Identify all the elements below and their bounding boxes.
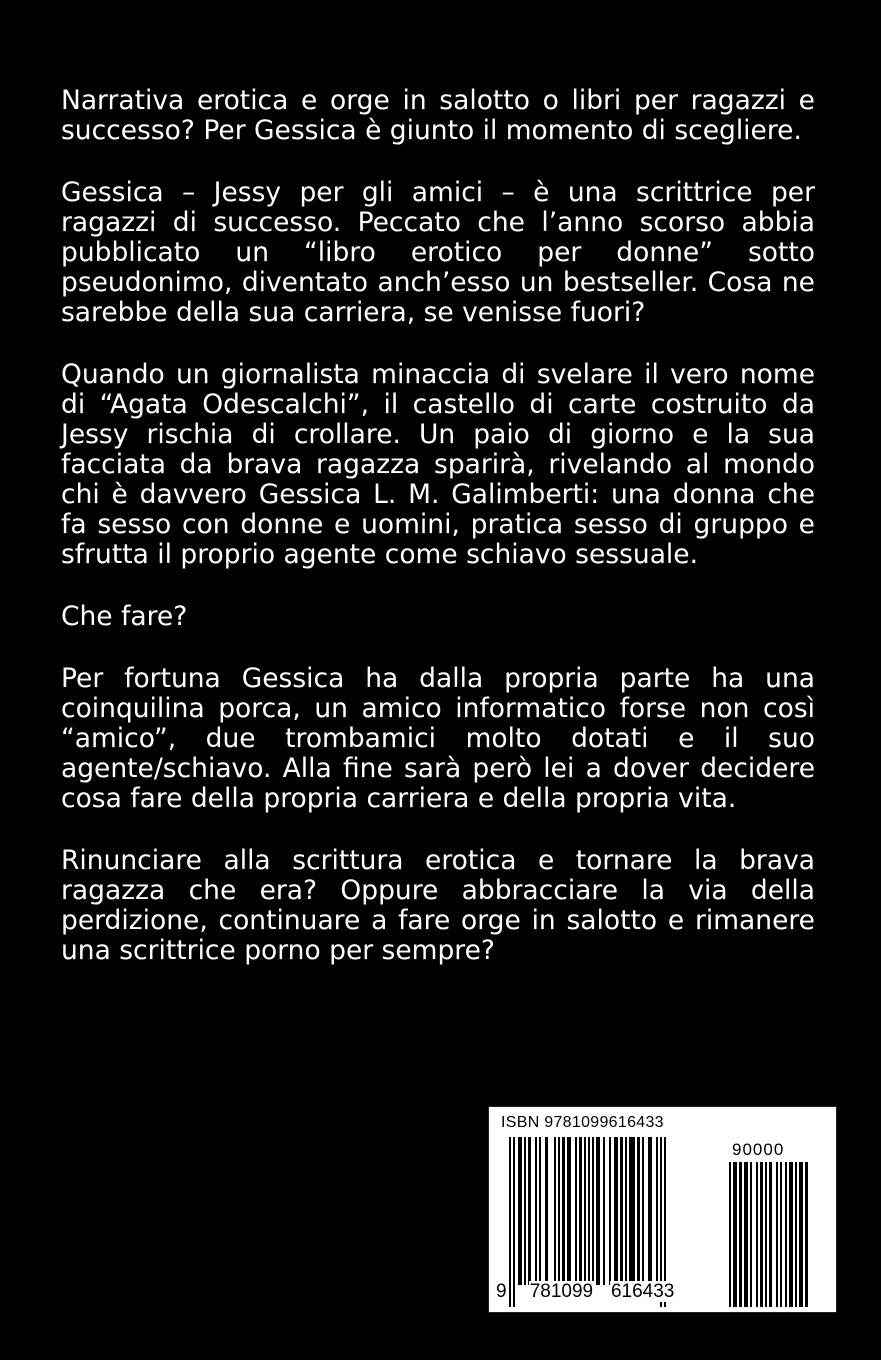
ean-left-digits: 781099 <box>529 1281 594 1302</box>
ean-right-digits: 616433 <box>610 1281 675 1302</box>
blurb-paragraph-6: Rinunciare alla scrittura erotica e tornare la brava ragazza che era? Oppure abbracciare la via della perdizione, continuare a fare orge in salotto e rimanere una scrittrice porno per sempre? <box>61 845 815 966</box>
barcode-bar <box>579 1137 582 1285</box>
barcode-bar <box>795 1162 797 1307</box>
barcode-bar <box>567 1137 571 1285</box>
barcode-bar <box>760 1162 763 1307</box>
barcode-bar <box>614 1137 618 1285</box>
barcode-bar <box>769 1162 772 1307</box>
barcode-bar <box>535 1137 537 1285</box>
barcode-bar <box>539 1137 541 1285</box>
barcode-bar <box>603 1137 605 1285</box>
isbn-label: ISBN 9781099616433 <box>501 1114 664 1131</box>
barcode-bar <box>575 1137 577 1285</box>
barcode-bar <box>648 1137 652 1285</box>
blurb-paragraph-3: Quando un giornalista minaccia di svelare il vero nome di “Agata Odescalchi”, il castello di carte costruito da Jessy rischia di crollare. Un paio di giorno e la sua facciata da brava ragazza sparirà, rivelando al mondo chi è davvero Gessica L. M. Galimberti: una donna che fa sesso con donne e uomini, pratica sesso di gruppo e sfrutta il proprio agente come schiavo sessuale. <box>61 359 815 570</box>
barcode-bar <box>799 1162 803 1307</box>
barcode-bar <box>554 1137 556 1285</box>
ean-digits <box>495 1281 675 1303</box>
blurb-text <box>61 86 815 998</box>
barcode-bar <box>518 1137 522 1285</box>
isbn-barcode <box>488 1106 837 1313</box>
blurb-paragraph-2: Gessica – Jessy per gli amici – è una scrittrice per ragazzi di successo. Peccato che l’anno scorso abbia pubblicato un “libro erotico per donne” sotto pseudonimo, diventato anch’esso un bestseller. Cosa ne sarebbe della sua carriera, se venisse fuori? <box>61 177 815 328</box>
blurb-paragraph-4: Che fare? <box>61 601 188 632</box>
barcode-bar <box>656 1137 658 1285</box>
barcode-bar <box>592 1137 594 1285</box>
barcode-bar <box>744 1162 748 1307</box>
barcode-bar <box>765 1162 767 1307</box>
barcode-bar <box>642 1137 644 1285</box>
addon-barcode-bars <box>725 1162 829 1307</box>
barcode-bar <box>584 1137 586 1285</box>
addon-code: 90000 <box>732 1140 785 1159</box>
barcode-bar <box>558 1137 560 1285</box>
barcode-bar <box>625 1137 627 1285</box>
barcode-bar <box>805 1162 808 1307</box>
barcode-bar <box>620 1137 623 1285</box>
barcode-bar <box>776 1162 778 1307</box>
barcode-bar <box>750 1162 752 1307</box>
barcode-bar <box>789 1162 793 1307</box>
barcode-bar <box>739 1162 742 1307</box>
barcode-bar <box>609 1137 611 1285</box>
barcode-bar <box>524 1137 526 1285</box>
barcode-bar <box>588 1137 590 1285</box>
barcode-bar <box>528 1137 531 1285</box>
barcode-bar <box>785 1162 787 1307</box>
barcode-bar <box>596 1137 600 1285</box>
ean-first-digit: 9 <box>496 1281 507 1302</box>
blurb-paragraph-5: Per fortuna Gessica ha dalla propria parte ha una coinquilina porca, un amico informatico forse non così “amico”, due trombamici molto dotati e il suo agente/schiavo. Alla fine sarà però lei a dover decidere cosa fare della propria carriera e della propria vita. <box>61 663 815 814</box>
barcode-bar <box>562 1137 565 1285</box>
barcode-bar <box>780 1162 782 1307</box>
barcode-bar <box>756 1162 758 1307</box>
barcode-bar <box>729 1162 731 1307</box>
barcode-bar <box>629 1137 635 1285</box>
barcode-bar <box>545 1137 548 1285</box>
blurb-paragraph-1: Narrativa erotica e orge in salotto o libri per ragazzi e successo? Per Gessica è giunto il momento di scegliere. <box>61 85 815 146</box>
barcode-bar <box>733 1162 737 1307</box>
barcode-bar <box>637 1137 640 1285</box>
